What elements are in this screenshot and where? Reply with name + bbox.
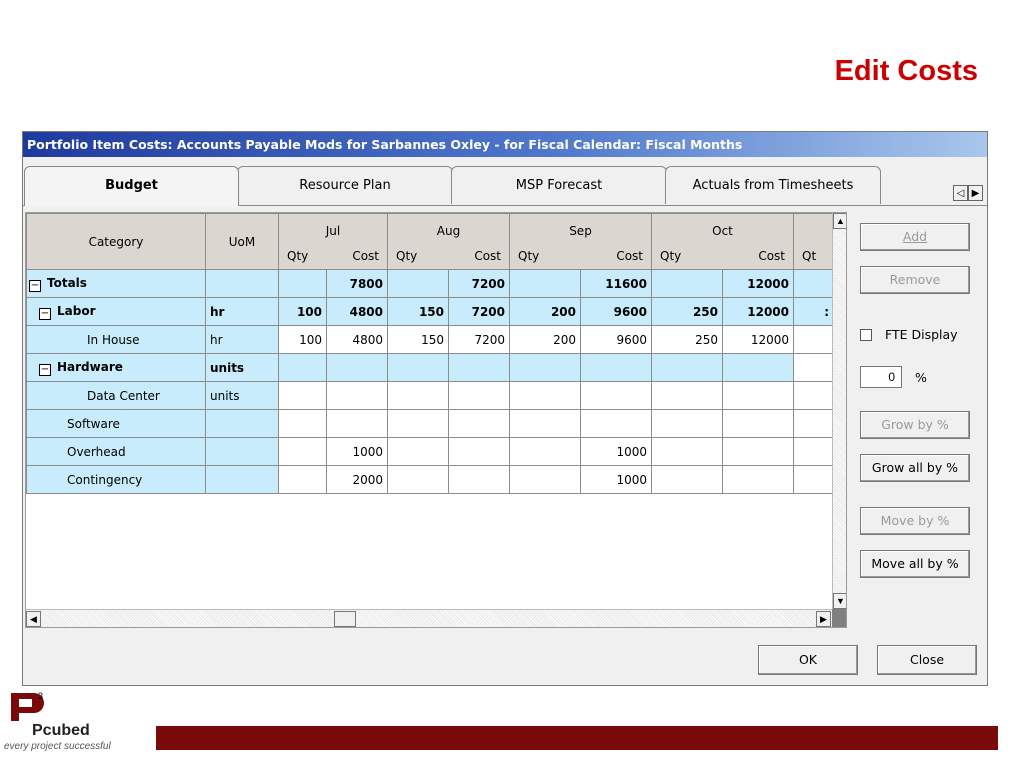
col-header-month-1[interactable]	[388, 214, 510, 270]
qty-cell[interactable]: 200	[510, 298, 581, 326]
footer-band	[156, 726, 998, 750]
fte-display-label: FTE Display	[885, 327, 958, 342]
cost-cell[interactable]: 7200	[449, 298, 510, 326]
tab-scroll-left-icon[interactable]: ◁	[953, 185, 968, 201]
qty-cell[interactable]	[652, 410, 723, 438]
month-name: Sep	[569, 223, 592, 238]
scroll-thumb[interactable]	[334, 611, 356, 627]
category-cell[interactable]	[27, 270, 206, 298]
category-label: Totals	[47, 275, 87, 290]
pcubed-logo-icon	[10, 690, 60, 724]
category-label: Data Center	[87, 388, 160, 403]
qty-label: Qty	[396, 248, 418, 263]
tab-scroll-right-icon[interactable]: ▶	[968, 185, 983, 201]
qty-cell[interactable]	[279, 466, 327, 494]
cost-cell[interactable]: 12000	[723, 298, 794, 326]
cost-label: Cost	[474, 248, 501, 263]
qty-cell[interactable]	[510, 466, 581, 494]
header-row	[27, 214, 834, 270]
move-by-button[interactable]: Move by %	[860, 507, 970, 535]
cost-cell[interactable]	[581, 382, 652, 410]
cost-cell[interactable]	[723, 466, 794, 494]
tab-actuals[interactable]: Actuals from Timesheets	[665, 166, 881, 204]
truncated-cell[interactable]	[794, 410, 834, 438]
qty-cell[interactable]	[388, 438, 449, 466]
qty-cell[interactable]: 250	[652, 326, 723, 354]
scroll-left-icon[interactable]: ◀	[26, 611, 41, 627]
truncated-cell[interactable]	[794, 326, 834, 354]
logo-brand: Pcubed	[32, 722, 90, 739]
tab-resource-plan[interactable]: Resource Plan	[237, 166, 453, 204]
qty-cell[interactable]	[652, 466, 723, 494]
truncated-cell[interactable]	[794, 438, 834, 466]
table-row	[27, 466, 834, 494]
cost-grid	[25, 212, 847, 628]
qty-cell[interactable]	[652, 270, 723, 298]
month-name: Aug	[436, 223, 461, 238]
uom-cell[interactable]	[206, 438, 279, 466]
uom-cell[interactable]: hr	[206, 298, 279, 326]
scroll-up-icon[interactable]: ▲	[833, 213, 847, 229]
category-cell[interactable]	[27, 438, 206, 466]
fte-display-checkbox[interactable]	[860, 329, 872, 341]
cost-cell[interactable]	[449, 466, 510, 494]
cost-cell[interactable]: 4800	[327, 298, 388, 326]
qty-cell[interactable]: 100	[279, 326, 327, 354]
qty-cell[interactable]	[652, 382, 723, 410]
cost-cell[interactable]: 9600	[581, 326, 652, 354]
cost-cell[interactable]	[581, 354, 652, 382]
qty-cell[interactable]	[510, 270, 581, 298]
vertical-scrollbar[interactable]	[832, 213, 847, 609]
add-button[interactable]	[860, 223, 970, 251]
truncated-cell[interactable]	[794, 354, 834, 382]
table-row	[27, 270, 834, 298]
qty-cell[interactable]	[388, 354, 449, 382]
qty-cell[interactable]	[279, 354, 327, 382]
qty-cell[interactable]	[279, 438, 327, 466]
cost-cell[interactable]	[449, 438, 510, 466]
uom-cell[interactable]: hr	[206, 326, 279, 354]
category-label: Hardware	[57, 359, 123, 374]
qty-cell[interactable]	[510, 410, 581, 438]
qty-cell[interactable]	[652, 354, 723, 382]
category-label: Labor	[57, 303, 96, 318]
qty-cell[interactable]: 100	[279, 298, 327, 326]
scroll-right-icon[interactable]: ▶	[816, 611, 831, 627]
add-label: Add	[902, 229, 928, 244]
cost-cell[interactable]	[723, 354, 794, 382]
percent-sign: %	[915, 370, 927, 385]
qty-cell[interactable]	[279, 270, 327, 298]
tab-strip	[23, 166, 987, 206]
truncated-cell[interactable]	[794, 382, 834, 410]
cost-cell[interactable]: 12000	[723, 326, 794, 354]
grow-all-by-button[interactable]: Grow all by %	[860, 454, 970, 482]
uom-cell[interactable]: units	[206, 354, 279, 382]
tab-budget[interactable]: Budget	[24, 166, 239, 206]
cost-cell[interactable]	[723, 382, 794, 410]
category-cell[interactable]	[27, 326, 206, 354]
month-name: Jul	[325, 223, 341, 238]
category-label: Overhead	[67, 444, 126, 459]
scroll-corner	[832, 609, 847, 627]
horizontal-scrollbar[interactable]	[26, 609, 832, 628]
cost-table	[26, 213, 834, 494]
category-cell[interactable]	[27, 410, 206, 438]
qty-cell[interactable]	[510, 354, 581, 382]
table-row	[27, 354, 834, 382]
cost-cell[interactable]	[327, 382, 388, 410]
qty-cell[interactable]: 200	[510, 326, 581, 354]
table-row	[27, 382, 834, 410]
qty-cell[interactable]	[510, 438, 581, 466]
qty-cell[interactable]: 150	[388, 326, 449, 354]
qty-label: Qty	[518, 248, 540, 263]
category-label: Contingency	[67, 472, 143, 487]
category-cell[interactable]	[27, 382, 206, 410]
cost-cell[interactable]: 7200	[449, 270, 510, 298]
qty-cell[interactable]	[388, 410, 449, 438]
col-header-month-3[interactable]	[652, 214, 794, 270]
grow-by-button[interactable]: Grow by %	[860, 411, 970, 439]
qty-cell[interactable]	[510, 382, 581, 410]
move-all-by-button[interactable]: Move all by %	[860, 550, 970, 578]
cost-cell[interactable]: 1000	[581, 438, 652, 466]
category-label: In House	[87, 332, 140, 347]
truncated-cell[interactable]	[794, 466, 834, 494]
cost-cell[interactable]	[449, 410, 510, 438]
qty-label-cut: Qt	[802, 248, 817, 263]
cost-cell[interactable]: 12000	[723, 270, 794, 298]
uom-cell[interactable]	[206, 410, 279, 438]
cost-cell[interactable]: 7200	[449, 326, 510, 354]
cost-cell[interactable]: 7800	[327, 270, 388, 298]
percent-input[interactable]: 0	[860, 366, 902, 388]
cost-cell[interactable]: 1000	[327, 438, 388, 466]
category-cell[interactable]	[27, 298, 206, 326]
cost-cell[interactable]	[723, 410, 794, 438]
cost-cell[interactable]: 11600	[581, 270, 652, 298]
category-cell[interactable]	[27, 354, 206, 382]
table-row	[27, 298, 834, 326]
qty-cell[interactable]	[652, 438, 723, 466]
month-name: Oct	[712, 223, 733, 238]
collapse-icon[interactable]: −	[30, 279, 40, 291]
cost-cell[interactable]	[723, 438, 794, 466]
tab-msp-forecast[interactable]: MSP Forecast	[451, 166, 667, 204]
table-row	[27, 410, 834, 438]
truncated-cell[interactable]	[794, 270, 834, 298]
col-header-uom[interactable]: UoM	[206, 214, 279, 270]
qty-cell[interactable]	[388, 466, 449, 494]
svg-text:3: 3	[38, 691, 44, 701]
cost-cell[interactable]	[581, 410, 652, 438]
qty-label: Qty	[287, 248, 309, 263]
qty-cell[interactable]	[388, 270, 449, 298]
logo-tagline: every project successful	[4, 741, 111, 752]
cost-cell[interactable]	[327, 354, 388, 382]
col-header-cut[interactable]	[794, 214, 834, 270]
cost-cell[interactable]: 1000	[581, 466, 652, 494]
remove-button[interactable]: Remove	[860, 266, 970, 294]
uom-cell[interactable]: units	[206, 382, 279, 410]
slide-title: Edit Costs	[834, 55, 978, 87]
qty-cell[interactable]	[279, 410, 327, 438]
cost-cell[interactable]: 4800	[327, 326, 388, 354]
truncated-cell[interactable]: :	[794, 298, 834, 326]
qty-cell[interactable]: 250	[652, 298, 723, 326]
cost-cell[interactable]	[449, 354, 510, 382]
qty-cell[interactable]: 150	[388, 298, 449, 326]
ok-button[interactable]: OK	[758, 645, 858, 675]
uom-cell[interactable]	[206, 270, 279, 298]
qty-label: Qty	[660, 248, 682, 263]
window-title: Portfolio Item Costs: Accounts Payable Mods for Sarbannes Oxley - for Fiscal Calendar: Fiscal Months	[23, 132, 987, 157]
cost-label: Cost	[758, 248, 785, 263]
costs-dialog	[22, 131, 988, 686]
cost-cell[interactable]: 9600	[581, 298, 652, 326]
cost-label: Cost	[616, 248, 643, 263]
collapse-icon[interactable]: −	[40, 307, 50, 319]
qty-cell[interactable]	[279, 382, 327, 410]
scroll-down-icon[interactable]: ▼	[833, 593, 847, 609]
table-row	[27, 326, 834, 354]
close-button[interactable]: Close	[877, 645, 977, 675]
cost-label: Cost	[352, 248, 379, 263]
cost-cell[interactable]	[449, 382, 510, 410]
collapse-icon[interactable]: −	[40, 363, 50, 375]
category-label: Software	[67, 416, 120, 431]
col-header-category[interactable]: Category	[27, 214, 206, 270]
cost-cell[interactable]	[327, 410, 388, 438]
cost-cell[interactable]: 2000	[327, 466, 388, 494]
col-header-month-2[interactable]	[510, 214, 652, 270]
qty-cell[interactable]	[388, 382, 449, 410]
uom-cell[interactable]	[206, 466, 279, 494]
table-row	[27, 438, 834, 466]
category-cell[interactable]	[27, 466, 206, 494]
col-header-month-0[interactable]	[279, 214, 388, 270]
